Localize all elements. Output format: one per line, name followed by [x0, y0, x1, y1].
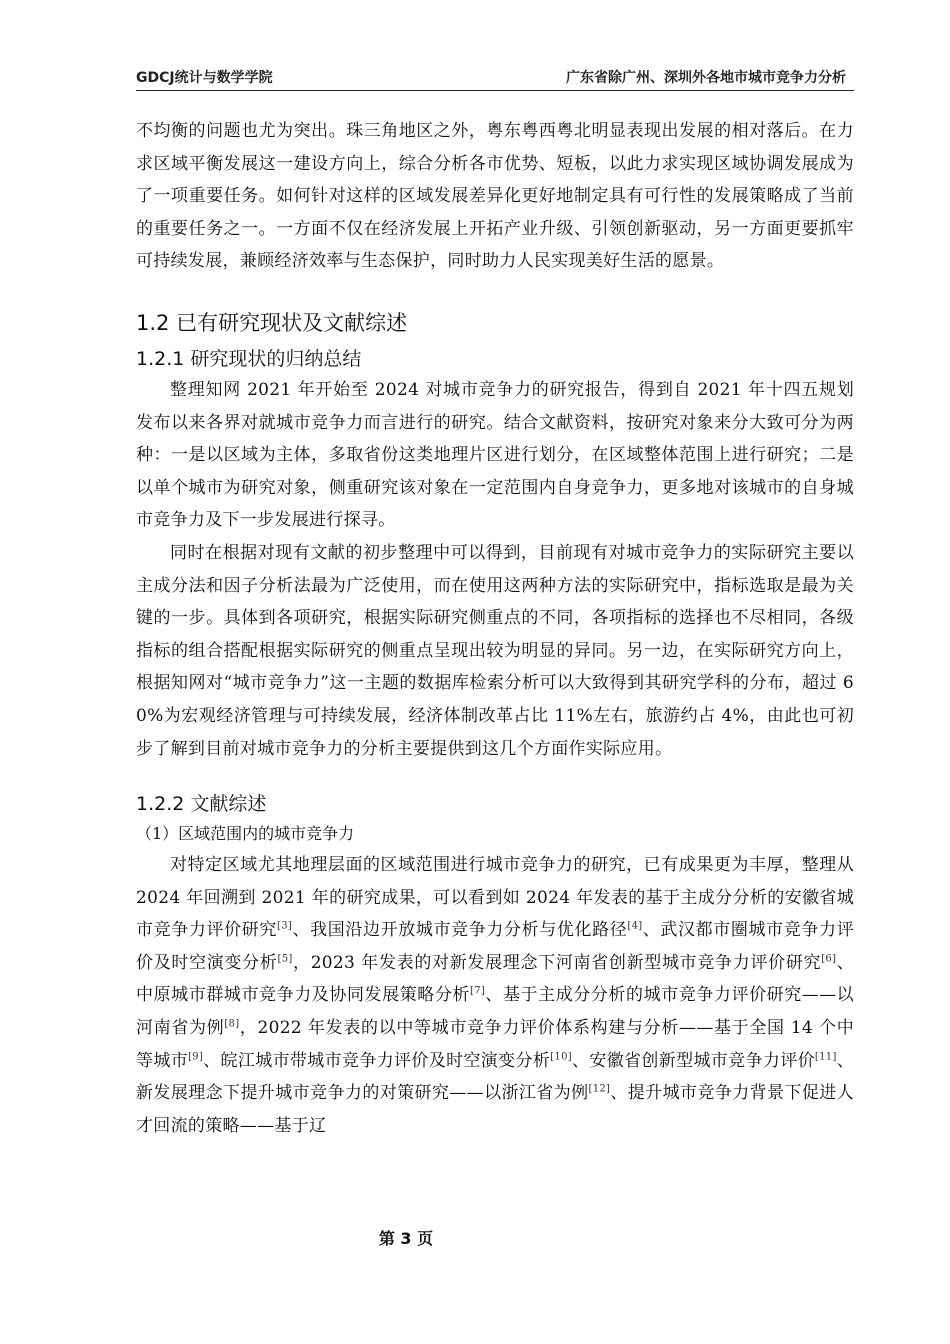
citation-ref[interactable]: [10]	[550, 1051, 572, 1062]
section-title: 已有研究现状及文献综述	[176, 310, 408, 335]
citation-ref[interactable]: [4]	[627, 920, 643, 932]
header-paper-title: 广东省除广州、深圳外各地市城市竞争力分析	[566, 70, 846, 86]
subsection-number: 1.2.1	[136, 347, 185, 370]
text-run: 、中原城市群城市竞争力及协同发展策略分析	[136, 952, 854, 1006]
text-run: 、新发展理念下提升城市竞争力的对策研究——以浙江省为例	[136, 1050, 855, 1104]
intro-paragraph: 不均衡的问题也尤为突出。珠三角地区之外，粤东粤西粤北明显表现出发展的相对落后。在力求区域平衡发展这一建设方向上，综合分析各市优势、短板，以此力求实现区域协调发展成为了一项重要任务。如何针对这样的区域发展差异化更好地制定具有可行性的发展策略成了当前的重要任务之一。一方面不仅在经济发展上开拓产业升级、引领创新驱动，另一方面更要抓牢可持续发展，兼顾经济效率与生态保护，同时助力人民实现美好生活的愿景。	[136, 121, 854, 272]
citation-ref[interactable]: [11]	[814, 1051, 837, 1062]
citation-ref[interactable]: [3]	[277, 920, 293, 932]
citation-ref[interactable]: [9]	[188, 1051, 204, 1062]
page-header	[136, 64, 854, 91]
subsection-number: 1.2.2	[136, 793, 185, 816]
subsection-heading-2	[136, 789, 854, 819]
text-run: 、提升城市竞争力背景下促进人才回流的策略——基于辽	[136, 1083, 854, 1136]
text-run: ，2022 年发表的以中等城市竞争力评价体系构建与分析——基于全国 14 个中等城市	[136, 1018, 854, 1071]
page-number: 第 3 页	[378, 1229, 434, 1248]
research-status-paragraph-2: 同时在根据对现有文献的初步整理中可以得到，目前现有对城市竞争力的实际研究主要以主成分法和因子分析法最为广泛使用，而在使用这两种方法的实际研究中，指标选取是最为关键的一步。具体到各项研究，根据实际研究侧重点的不同，各项指标的选择也不尽相同，各级指标的组合搭配根据实际研究的侧重点呈现出较为明显的异同。另一边，在实际研究方向上，根据知网对“城市竞争力”这一主题的数据库检索分析可以大致得到其研究学科的分布，超过 60%为宏观经济管理与可持续发展，经济体制改革占比 11%左右，旅游约占 4%，由此也可初步了解到目前对城市竞争力的分析主要提供到这几个方面作实际应用。	[136, 542, 854, 759]
section-number: 1.2	[136, 310, 170, 335]
subsection-title: 文献综述	[190, 793, 267, 816]
citation-ref[interactable]: [12]	[588, 1083, 611, 1095]
citation-ref[interactable]: [8]	[224, 1018, 240, 1030]
citation-ref[interactable]: [6]	[821, 953, 837, 965]
text-run: 、皖江城市带城市竞争力评价及时空演变分析	[203, 1050, 551, 1071]
citation-ref[interactable]: [7]	[470, 985, 486, 997]
header-institution: GDCJ统计与数学学院	[136, 70, 273, 86]
section-heading	[136, 308, 854, 338]
text-run: 、基于主成分分析的城市竞争力评价研究——以河南省为例	[136, 985, 854, 1039]
text-run: 对特定区域尤其地理层面的区域范围进行城市竞争力的研究，已有成果更为丰厚，整理从 2024 年回溯到 2021 年的研究成果，可以看到如 2024 年发表的基于主成分分析的安徽省城市竞争力评价研究	[136, 855, 854, 941]
research-status-paragraph-1: 整理知网 2021 年开始至 2024 对城市竞争力的研究报告，得到自 2021 年十四五规划发布以来各界对就城市竞争力而言进行的研究。结合文献资料，按研究对象来分大致可分为两种：一是以区域为主体，多取省份这类地理片区进行划分，在区域整体范围上进行研究；二是以单个城市为研究对象，侧重研究该对象在一定范围内自身竞争力，更多地对该城市的自身城市竞争力及下一步发展进行探寻。	[136, 379, 854, 531]
text-run: 、武汉都市圈城市竞争力评价及时空演变分析	[136, 920, 854, 973]
literature-review-paragraph	[136, 849, 854, 1142]
text-run: 、我国沿边开放城市竞争力分析与优化路径	[292, 920, 628, 941]
text-run: ，2023 年发表的对新发展理念下河南省创新型城市竞争力评价研究	[292, 952, 822, 973]
text-run: 、安徽省创新型城市竞争力评价	[571, 1050, 815, 1071]
page-body	[136, 115, 854, 1142]
subsection-heading-1	[136, 344, 854, 374]
citation-ref[interactable]: [5]	[277, 953, 293, 965]
subsection-title: 研究现状的归纳总结	[190, 347, 362, 370]
enumerated-subheading: （1）区域范围内的城市竞争力	[136, 824, 355, 844]
